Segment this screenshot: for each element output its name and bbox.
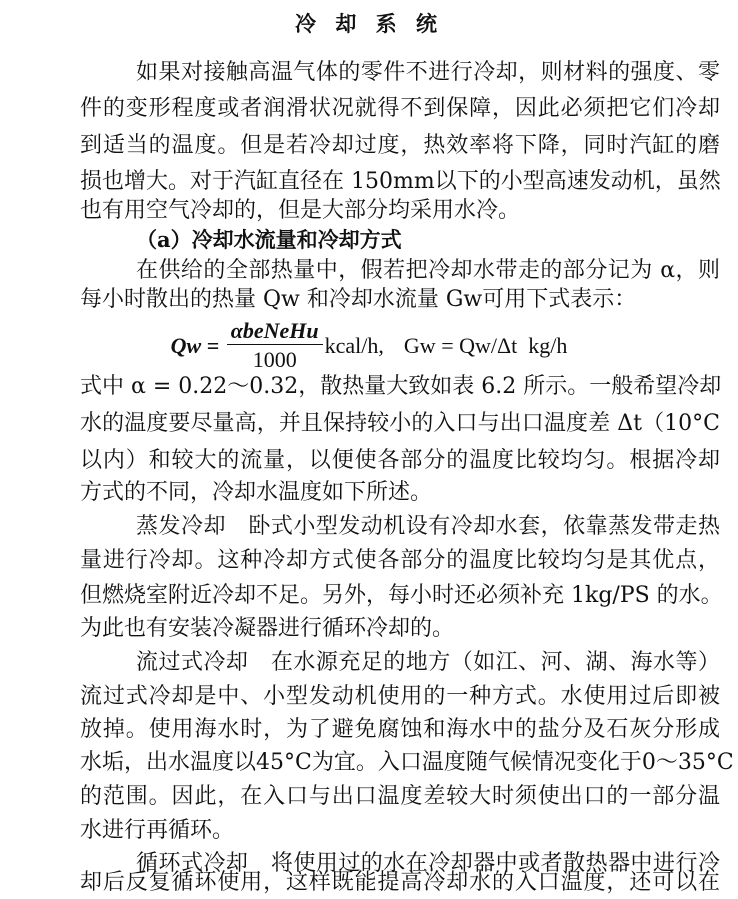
text-line: 方式的不同，冷却水温度如下所述。 — [80, 480, 433, 505]
text-line: 为此也有安装冷凝器进行循环冷却的。 — [80, 616, 455, 641]
text-line: 式中 α = 0.22～0.32，散热量大致如表 6.2 所示。一般希望冷却 — [80, 374, 722, 399]
formula-rhs: Gw = Qw/Δt kg/h — [403, 332, 568, 358]
text-line: 在供给的全部热量中，假若把冷却水带走的部分记为 α，则 — [136, 258, 720, 283]
text-line: 也有用空气冷却的，但是大部分均采用水冷。 — [80, 198, 521, 223]
section-heading: （a）冷却水流量和冷却方式 — [136, 227, 402, 252]
text-line: 水垢，出水温度以45°C为宜。入口温度随气候情况变化于0～35°C — [80, 750, 734, 775]
text-line: 流过式冷却是中、小型发动机使用的一种方式。水使用过后即被 — [80, 684, 720, 709]
text-line: 放掉。使用海水时，为了避免腐蚀和海水中的盐分及石灰分形成 — [80, 717, 720, 742]
text-line: 量进行冷却。这种冷却方式使各部分的温度比较均匀是其优点， — [80, 548, 720, 573]
text-line: 以内）和较大的流量，以便使各部分的温度比较均匀。根据冷却 — [80, 448, 720, 473]
text-line: 水进行再循环。 — [80, 818, 235, 843]
text-line: 损也增大。对于汽缸直径在 150mm以下的小型高速发动机，虽然 — [80, 169, 721, 194]
text-line: 到适当的温度。但是若冷却过度，热效率将下降，同时汽缸的磨 — [80, 133, 720, 158]
formula-unit: kcal/h, — [324, 332, 384, 358]
text-line: 如果对接触高温气体的零件不进行冷却，则材料的强度、零 — [136, 60, 720, 85]
text-line: 水的温度要尽量高，并且保持较小的入口与出口温度差 Δt（10°C — [80, 411, 720, 436]
text-line: 却后反复循环使用，这样既能提高冷却水的入口温度，还可以在 — [80, 870, 720, 895]
text-line: 蒸发冷却 卧式小型发动机设有冷却水套，依靠蒸发带走热 — [136, 514, 720, 539]
formula-fraction — [227, 318, 323, 373]
text-line: 的范围。因此，在入口与出口温度差较大时须使出口的一部分温 — [80, 784, 720, 809]
formula — [0, 318, 738, 373]
page-title: 冷 却 系 统 — [295, 11, 443, 36]
text-line: 每小时散出的热量 Qw 和冷却水流量 Gw可用下式表示： — [80, 287, 637, 312]
text-line: 循环式冷却 将使用过的水在冷却器中或者散热器中进行冷 — [136, 851, 720, 876]
formula-lhs: Qw = — [170, 332, 220, 358]
formula-numerator: αbeNeHu — [227, 318, 323, 345]
text-line: 但燃烧室附近冷却不足。另外，每小时还必须补充 1kg/PS 的水。 — [80, 583, 723, 608]
text-line: 件的变形程度或者润滑状况就得不到保障，因此必须把它们冷却 — [80, 96, 720, 121]
text-line: 流过式冷却 在水源充足的地方（如江、河、湖、海水等） — [136, 650, 720, 675]
formula-denominator: 1000 — [252, 347, 297, 372]
